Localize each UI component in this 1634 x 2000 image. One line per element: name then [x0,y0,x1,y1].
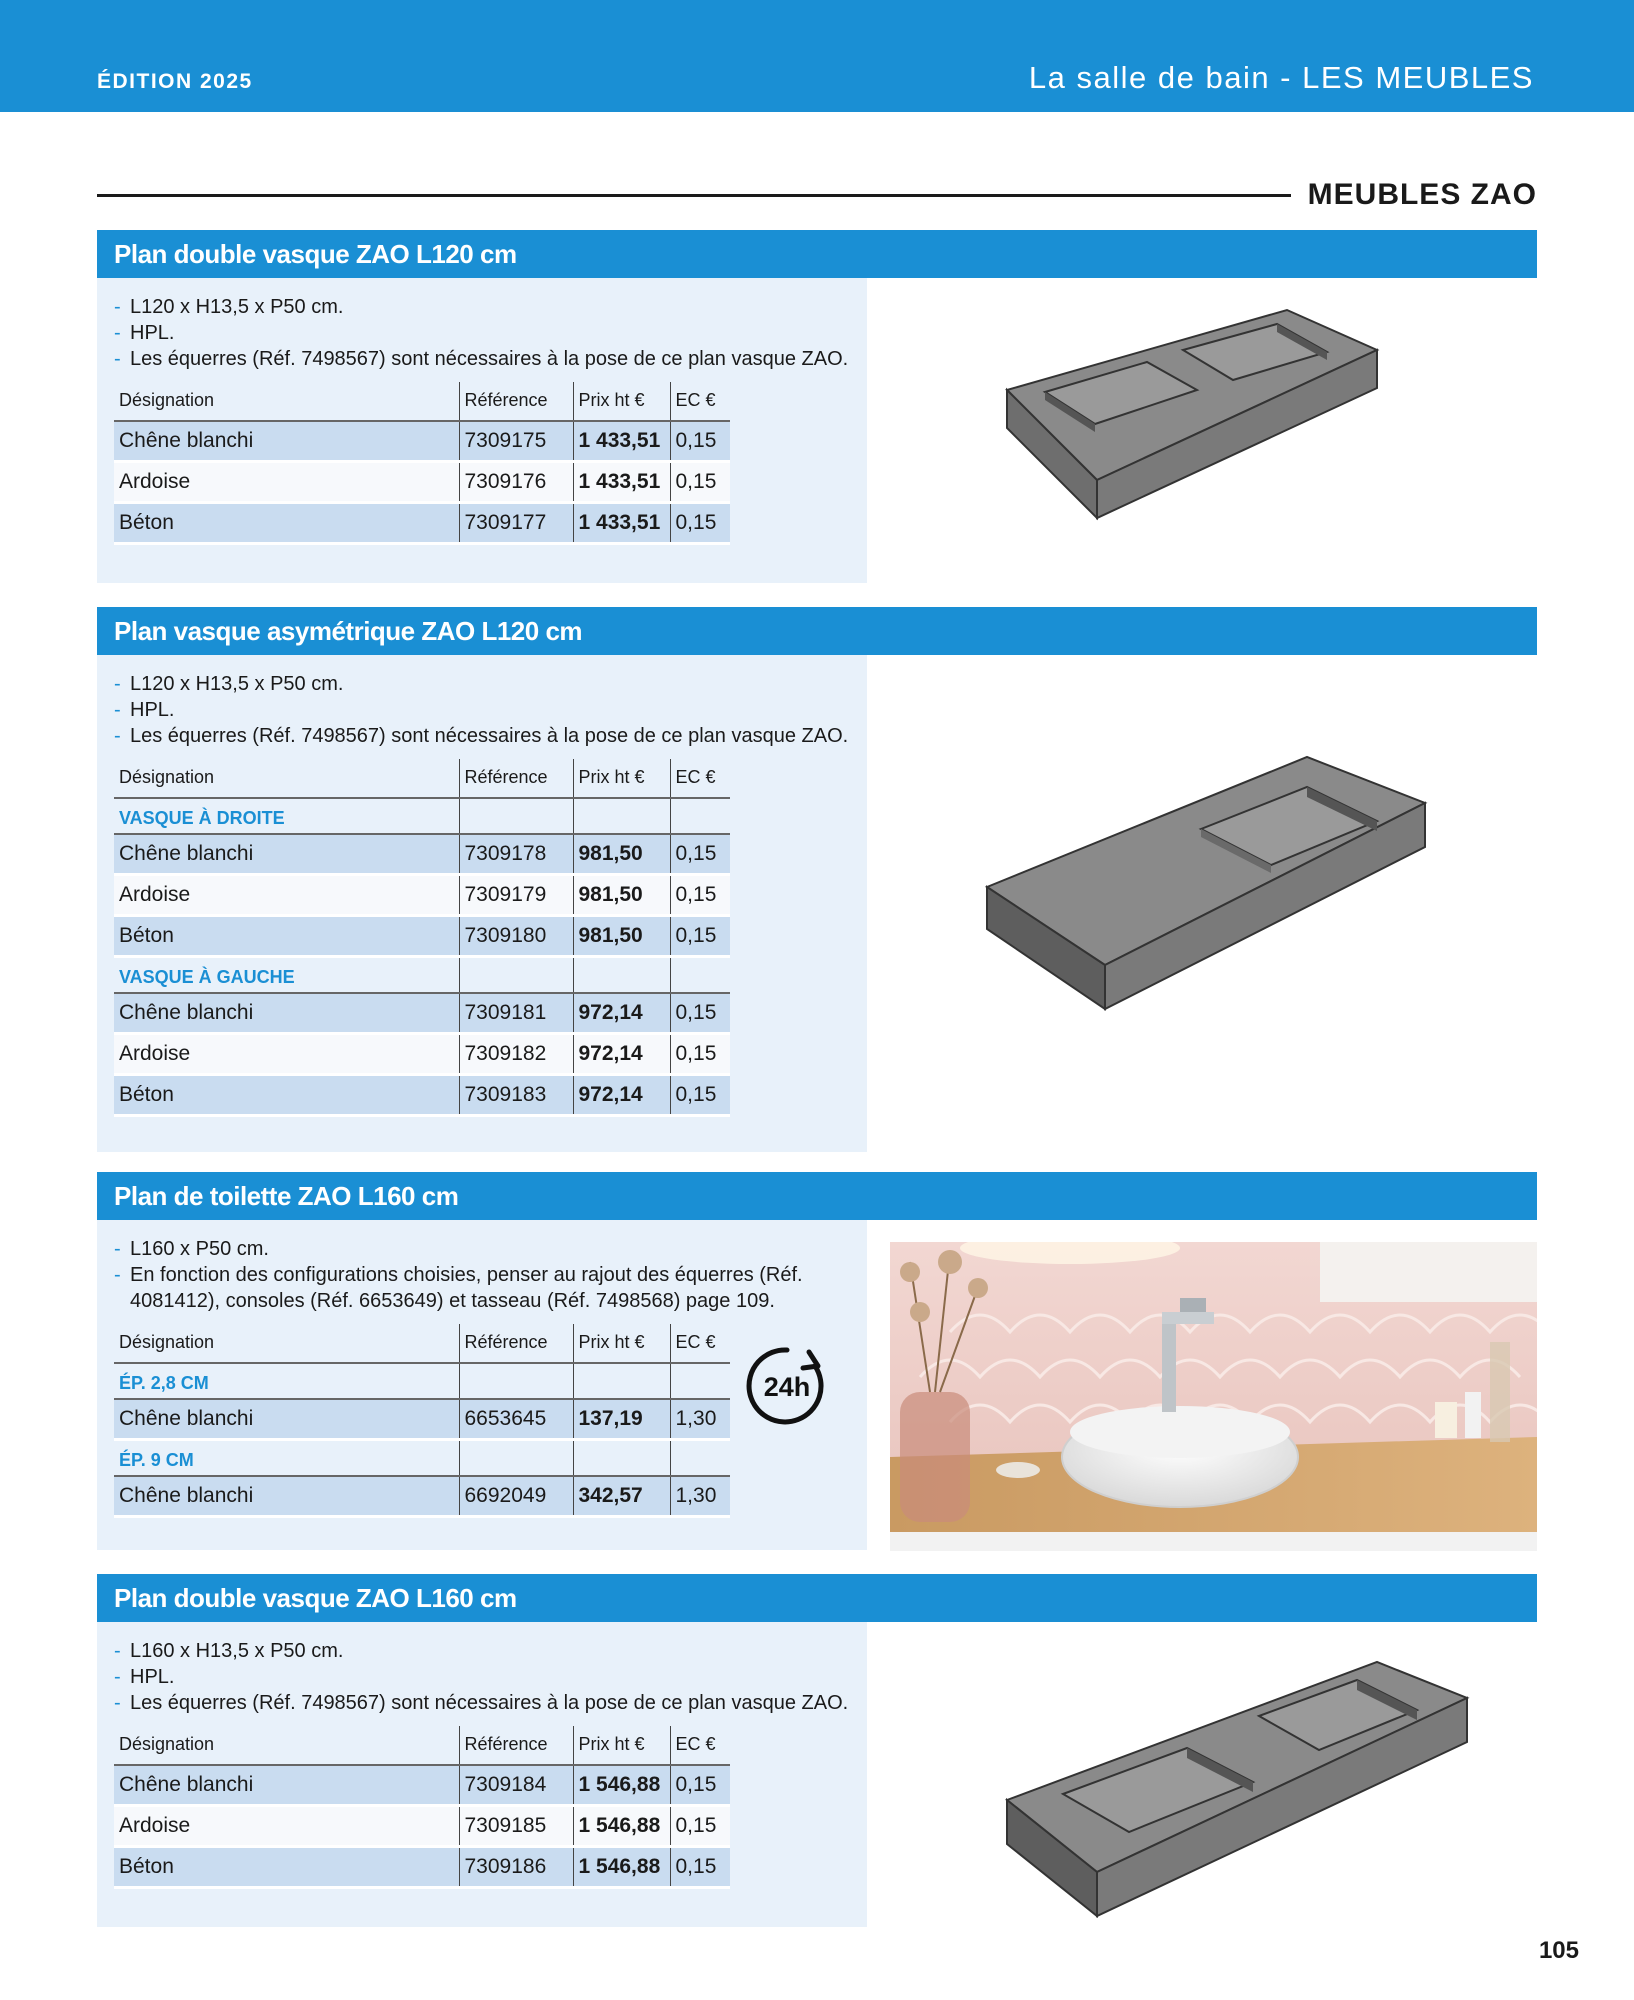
col-reference: Référence [459,1324,573,1363]
table-header [114,1324,730,1363]
cell-price: 972,14 [573,1075,670,1116]
spec-item: - Les équerres (Réf. 7498567) sont nécessaires à la pose de ce plan vasque ZAO. [114,346,854,372]
col-ec: EC € [670,1324,730,1363]
section-title: MEUBLES ZAO [1307,178,1537,211]
col-designation: Désignation [114,1726,459,1765]
cell-price: 1 433,51 [573,462,670,503]
cell-price: 1 546,88 [573,1806,670,1847]
cell-ec: 0,15 [670,1806,730,1847]
cell-designation: Ardoise [114,1806,459,1847]
header-bar [0,0,1634,112]
spec-item: - En fonction des configurations choisies, penser au rajout des équerres (Réf. 4081412), consoles (Réf. 6653649) et tasseau (Réf. 7498568) page 109. [114,1262,854,1314]
group-label: ÉP. 9 CM [114,1440,459,1477]
cell-designation: Ardoise [114,462,459,503]
product-panel [97,1622,867,1927]
table-row [114,1476,730,1517]
col-price: Prix ht € [573,382,670,421]
cell-ec: 1,30 [670,1399,730,1440]
cell-designation: Chêne blanchi [114,421,459,462]
price-table [114,759,730,1117]
col-designation: Désignation [114,382,459,421]
double-basin-render [997,290,1477,540]
cell-reference: 7309181 [459,993,573,1034]
col-price: Prix ht € [573,1726,670,1765]
delivery-24h-icon [745,1344,829,1428]
table-row [114,462,730,503]
cell-designation: Béton [114,1847,459,1888]
cell-reference: 7309182 [459,1034,573,1075]
badge-label: 24h [763,1372,811,1402]
cell-price: 981,50 [573,834,670,875]
cell-price: 1 546,88 [573,1847,670,1888]
group-label: ÉP. 2,8 CM [114,1363,459,1399]
spec-item: - Les équerres (Réf. 7498567) sont nécessaires à la pose de ce plan vasque ZAO. [114,1690,854,1716]
cell-price: 972,14 [573,1034,670,1075]
product-title: Plan double vasque ZAO L160 cm [97,1574,1537,1622]
table-row [114,834,730,875]
group-label: VASQUE À DROITE [114,798,459,834]
cell-ec: 0,15 [670,834,730,875]
cell-price: 342,57 [573,1476,670,1517]
table-row [114,1765,730,1806]
product-panel [97,278,867,583]
table-row [114,421,730,462]
price-table [114,382,730,545]
bathroom-photo [890,1242,1537,1551]
product-card [97,1172,1537,1552]
col-ec: EC € [670,382,730,421]
double-basin-l160-render [997,1654,1507,1934]
col-price: Prix ht € [573,1324,670,1363]
col-reference: Référence [459,759,573,798]
cell-ec: 0,15 [670,875,730,916]
cell-ec: 0,15 [670,993,730,1034]
group-header [114,798,730,834]
cell-ec: 0,15 [670,1847,730,1888]
spec-item: - HPL. [114,320,854,346]
cell-reference: 7309180 [459,916,573,957]
cell-price: 1 546,88 [573,1765,670,1806]
col-ec: EC € [670,1726,730,1765]
product-card [97,607,1537,1152]
cell-reference: 7309186 [459,1847,573,1888]
cell-designation: Chêne blanchi [114,834,459,875]
col-reference: Référence [459,382,573,421]
cell-reference: 7309185 [459,1806,573,1847]
spec-list [114,1236,854,1314]
cell-ec: 0,15 [670,1075,730,1116]
table-row [114,1847,730,1888]
group-header [114,957,730,994]
table-row [114,1806,730,1847]
table-row [114,1075,730,1116]
product-title: Plan vasque asymétrique ZAO L120 cm [97,607,1537,655]
price-table [114,1726,730,1889]
cell-reference: 7309177 [459,503,573,544]
table-row [114,875,730,916]
group-header [114,1440,730,1477]
cell-ec: 0,15 [670,462,730,503]
table-header [114,759,730,798]
cell-price: 1 433,51 [573,503,670,544]
cell-ec: 0,15 [670,1034,730,1075]
table-row [114,1034,730,1075]
spec-list [114,294,854,372]
cell-price: 1 433,51 [573,421,670,462]
cell-reference: 7309176 [459,462,573,503]
cell-price: 972,14 [573,993,670,1034]
cell-reference: 7309175 [459,421,573,462]
spec-list [114,671,854,749]
cell-designation: Béton [114,916,459,957]
cell-designation: Chêne blanchi [114,1765,459,1806]
table-row [114,1399,730,1440]
cell-reference: 7309183 [459,1075,573,1116]
table-row [114,993,730,1034]
product-title: Plan de toilette ZAO L160 cm [97,1172,1537,1220]
spec-item: - L120 x H13,5 x P50 cm. [114,671,854,697]
cell-price: 981,50 [573,916,670,957]
product-panel [97,655,867,1152]
cell-ec: 0,15 [670,421,730,462]
col-designation: Désignation [114,759,459,798]
cell-price: 981,50 [573,875,670,916]
col-designation: Désignation [114,1324,459,1363]
group-label: VASQUE À GAUCHE [114,957,459,994]
product-card [97,1574,1537,1929]
single-basin-render [977,747,1537,1047]
edition-label: ÉDITION 2025 [97,70,253,93]
header-title: La salle de bain - LES MEUBLES [1028,60,1534,95]
cell-ec: 0,15 [670,503,730,544]
cell-designation: Béton [114,503,459,544]
col-reference: Référence [459,1726,573,1765]
col-price: Prix ht € [573,759,670,798]
cell-reference: 6653645 [459,1399,573,1440]
table-row [114,916,730,957]
table-header [114,382,730,421]
cell-designation: Chêne blanchi [114,1399,459,1440]
spec-item: - L160 x H13,5 x P50 cm. [114,1638,854,1664]
col-ec: EC € [670,759,730,798]
cell-reference: 7309184 [459,1765,573,1806]
cell-reference: 7309179 [459,875,573,916]
cell-designation: Béton [114,1075,459,1116]
group-header [114,1363,730,1399]
cell-price: 137,19 [573,1399,670,1440]
spec-item: - Les équerres (Réf. 7498567) sont nécessaires à la pose de ce plan vasque ZAO. [114,723,854,749]
spec-item: - HPL. [114,697,854,723]
spec-list [114,1638,854,1716]
product-title: Plan double vasque ZAO L120 cm [97,230,1537,278]
table-header [114,1726,730,1765]
section-rule [97,194,1291,197]
spec-item: - HPL. [114,1664,854,1690]
table-row [114,503,730,544]
page-number: 105 [1538,1937,1579,1964]
cell-ec: 1,30 [670,1476,730,1517]
price-table [114,1324,730,1518]
cell-designation: Chêne blanchi [114,993,459,1034]
spec-item: - L120 x H13,5 x P50 cm. [114,294,854,320]
cell-designation: Chêne blanchi [114,1476,459,1517]
cell-reference: 6692049 [459,1476,573,1517]
spec-item: - L160 x P50 cm. [114,1236,854,1262]
cell-ec: 0,15 [670,916,730,957]
cell-ec: 0,15 [670,1765,730,1806]
product-card [97,230,1537,585]
cell-designation: Ardoise [114,875,459,916]
cell-reference: 7309178 [459,834,573,875]
cell-designation: Ardoise [114,1034,459,1075]
